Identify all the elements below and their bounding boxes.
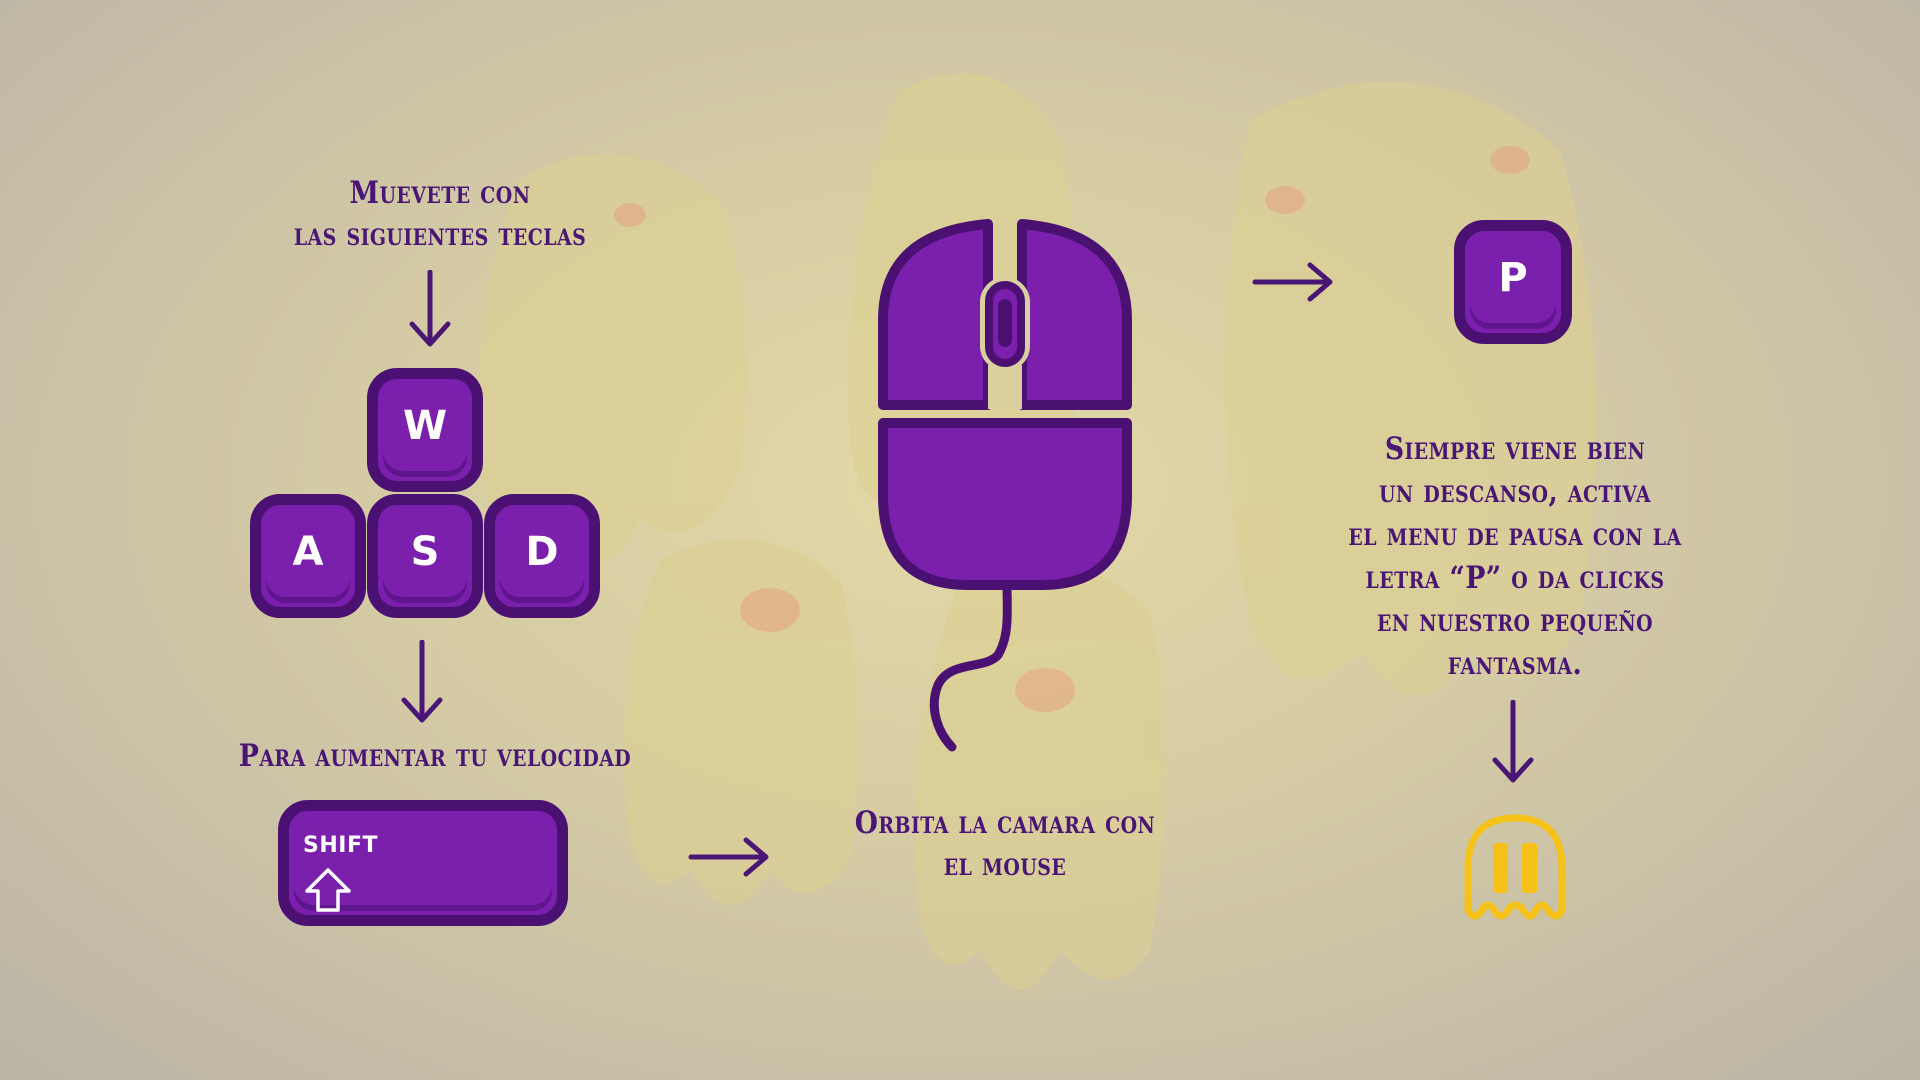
- up-arrow-icon: [303, 867, 353, 913]
- arrow-down-icon: [405, 270, 455, 350]
- key-a: A: [250, 494, 366, 618]
- key-w: W: [367, 368, 483, 492]
- arrow-right-icon: [1252, 257, 1336, 307]
- arrow-down-icon: [1488, 700, 1538, 786]
- mouse-icon: [870, 215, 1140, 755]
- pause-ghost-icon[interactable]: [1460, 810, 1570, 930]
- movement-caption: Muevete con las siguientes teclas: [293, 175, 587, 253]
- camera-caption: Orbita la camara con el mouse: [854, 805, 1156, 883]
- key-s: S: [367, 494, 483, 618]
- pause-caption: Siempre viene bien un descanso, activa el menu de pausa con la letra “P” o da clicks en nuestro pequeño fantasma.: [1348, 431, 1682, 682]
- key-p: P: [1454, 220, 1572, 344]
- key-d: D: [484, 494, 600, 618]
- key-shift: SHIFT: [278, 800, 568, 926]
- arrow-right-icon: [688, 832, 772, 882]
- speed-caption: Para aumentar tu velocidad: [238, 738, 632, 774]
- arrow-down-icon: [397, 640, 447, 726]
